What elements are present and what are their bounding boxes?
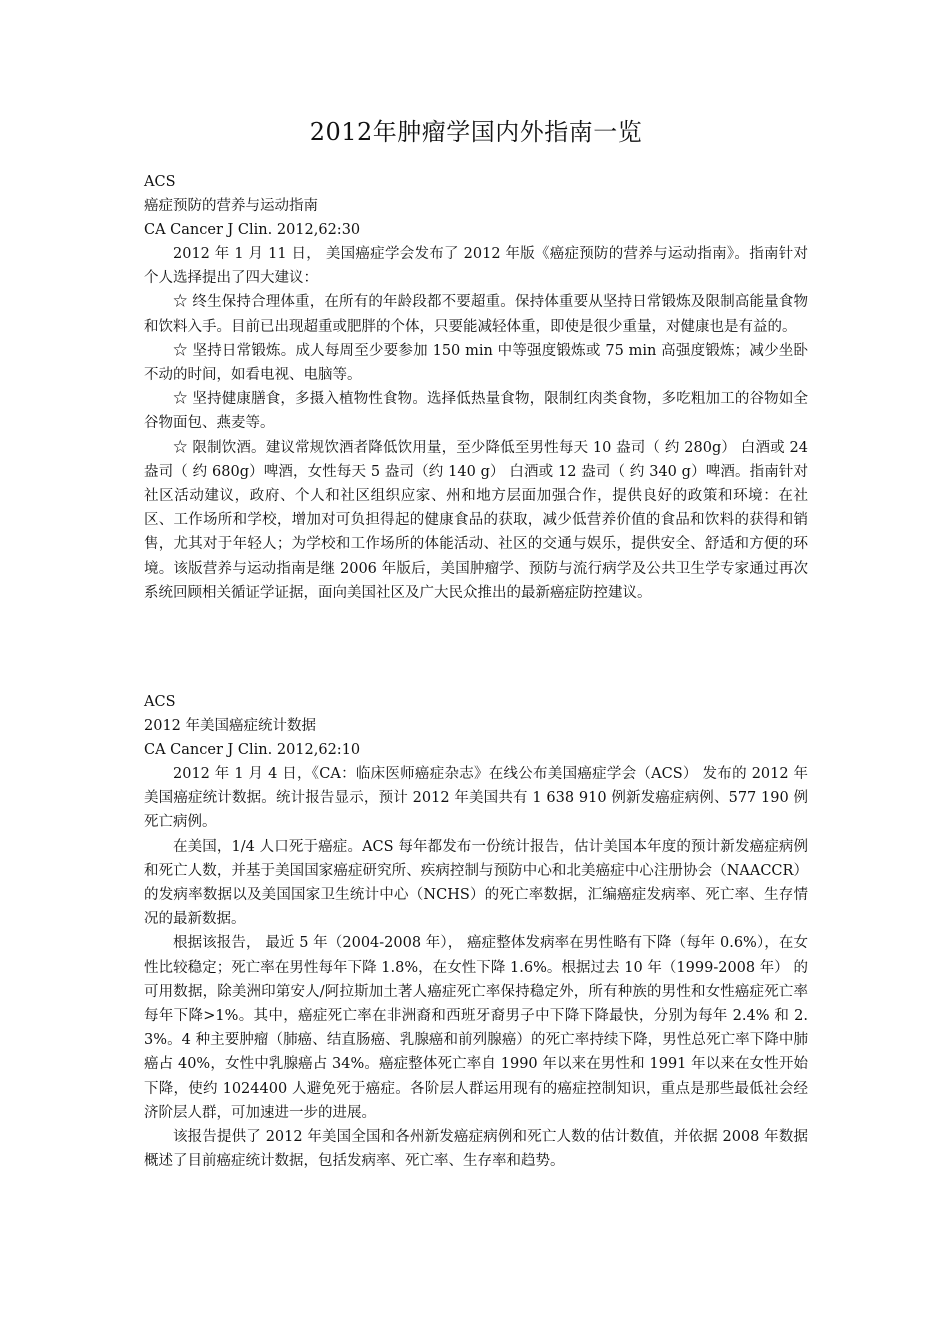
section-heading: 2012 年美国癌症统计数据: [144, 718, 317, 734]
section-paragraph: 该报告提供了 2012 年美国全国和各州新发癌症病例和死亡人数的估计数值，并依据 2008 年数据概述了目前癌症统计数据，包括发病率、死亡率、生存率和趋势。: [144, 1129, 808, 1170]
section-heading: 癌症预防的营养与运动指南: [144, 198, 318, 214]
section-paragraph: ☆ 坚持日常锻炼。成人每周至少要参加 150 min 中等强度锻炼或 75 min 高强度锻炼；减少坐卧不动的时间，如看电视、电脑等。: [144, 342, 808, 384]
section-paragraph: ☆ 坚持健康膳食，多摄入植物性食物。选择低热量食物，限制红肉类食物，多吃粗加工的谷物如全谷物面包、燕麦等。: [144, 391, 808, 432]
guideline-section-statistics: [144, 690, 808, 1173]
section-paragraph: 在美国，1/4 人口死于癌症。ACS 每年都发布一份统计报告，估计美国本年度的预计新发癌症病例和死亡人数，并基于美国国家癌症研究所、疾病控制与预防中心和北美癌症中心注册协会（NAACCR） 的发病率数据以及美国国家卫生统计中心（NCHS）的死亡率数据，汇编癌症发病率、死亡率、生存情况的最新数据。: [144, 838, 808, 928]
section-org: ACS: [144, 694, 176, 710]
section-paragraph: ☆ 限制饮酒。建议常规饮酒者降低饮用量，至少降低至男性每天 10 盎司（ 约 280g） 白酒或 24 盎司（ 约 680g）啤酒，女性每天 5 盎司（约 140 g） 白酒或 12 盎司（ 约 340 g）啤酒。指南针对社区活动建议，政府、个人和社区组织应家、州和地方层面加强合作，提供良好的政策和环境：在社区、工作场所和学校，增加对可负担得起的健康食品的获取，减少低营养价值的食品和饮料的获得和销售，尤其对于年轻人；为学校和工作场所的体能活动、社区的交通与娱乐，提供安全、舒适和方便的环境。该版营养与运动指南是继 2006 年版后，美国肿瘤学、预防与流行病学及公共卫生学专家通过再次系统回顾相关循证学证据，面向美国社区及广大民众推出的最新癌症防控建议。: [144, 439, 808, 601]
page-title: 2012年肿瘤学国内外指南一览: [309, 118, 643, 146]
section-org: ACS: [144, 174, 176, 190]
section-paragraph: ☆ 终生保持合理体重，在所有的年龄段都不要超重。保持体重要从坚持日常锻炼及限制高能量食物和饮料入手。目前已出现超重或肥胖的个体，只要能减轻体重，即使是很少重量，对健康也是有益的。: [144, 294, 808, 335]
guideline-section-nutrition: [144, 170, 808, 605]
section-citation: CA Cancer J Clin. 2012,62:30: [144, 222, 361, 238]
section-paragraph: 2012 年 1 月 4 日，《CA：临床医师癌症杂志》在线公布美国癌症学会（ACS） 发布的 2012 年美国癌症统计数据。统计报告显示，预计 2012 年美国共有 1 638 910 例新发癌症病例、577 190 例死亡病例。: [144, 766, 808, 831]
section-paragraph: 2012 年 1 月 11 日， 美国癌症学会发布了 2012 年版《癌症预防的营养与运动指南》。指南针对个人选择提出了四大建议：: [144, 246, 808, 287]
section-paragraph: 根据该报告， 最近 5 年（2004-2008 年）， 癌症整体发病率在男性略有下降（每年 0.6%），在女性比较稳定；死亡率在男性每年下降 1.8%，在女性下降 1.6%。根据过去 10 年（1999-2008 年） 的可用数据，除美洲印第安人/阿拉斯加土著人癌症死亡率保持稳定外，所有种族的男性和女性癌症死亡率每年下降>1%。其中，癌症死亡率在非洲裔和西班牙裔男子中下降下降最快，分别为每年 2.4% 和 2.3%。4 种主要肿瘤（肺癌、结直肠癌、乳腺癌和前列腺癌）的死亡率持续下降，男性总死亡率下降中肺癌占 40%，女性中乳腺癌占 34%。癌症整体死亡率自 1990 年以来在男性和 1991 年以来在女性开始下降，使约 1024400 人避免死于癌症。各阶层人群运用现有的癌症控制知识，重点是那些最低社会经济阶层人群，可加速进一步的进展。: [144, 935, 808, 1121]
section-citation: CA Cancer J Clin. 2012,62:10: [144, 742, 361, 758]
